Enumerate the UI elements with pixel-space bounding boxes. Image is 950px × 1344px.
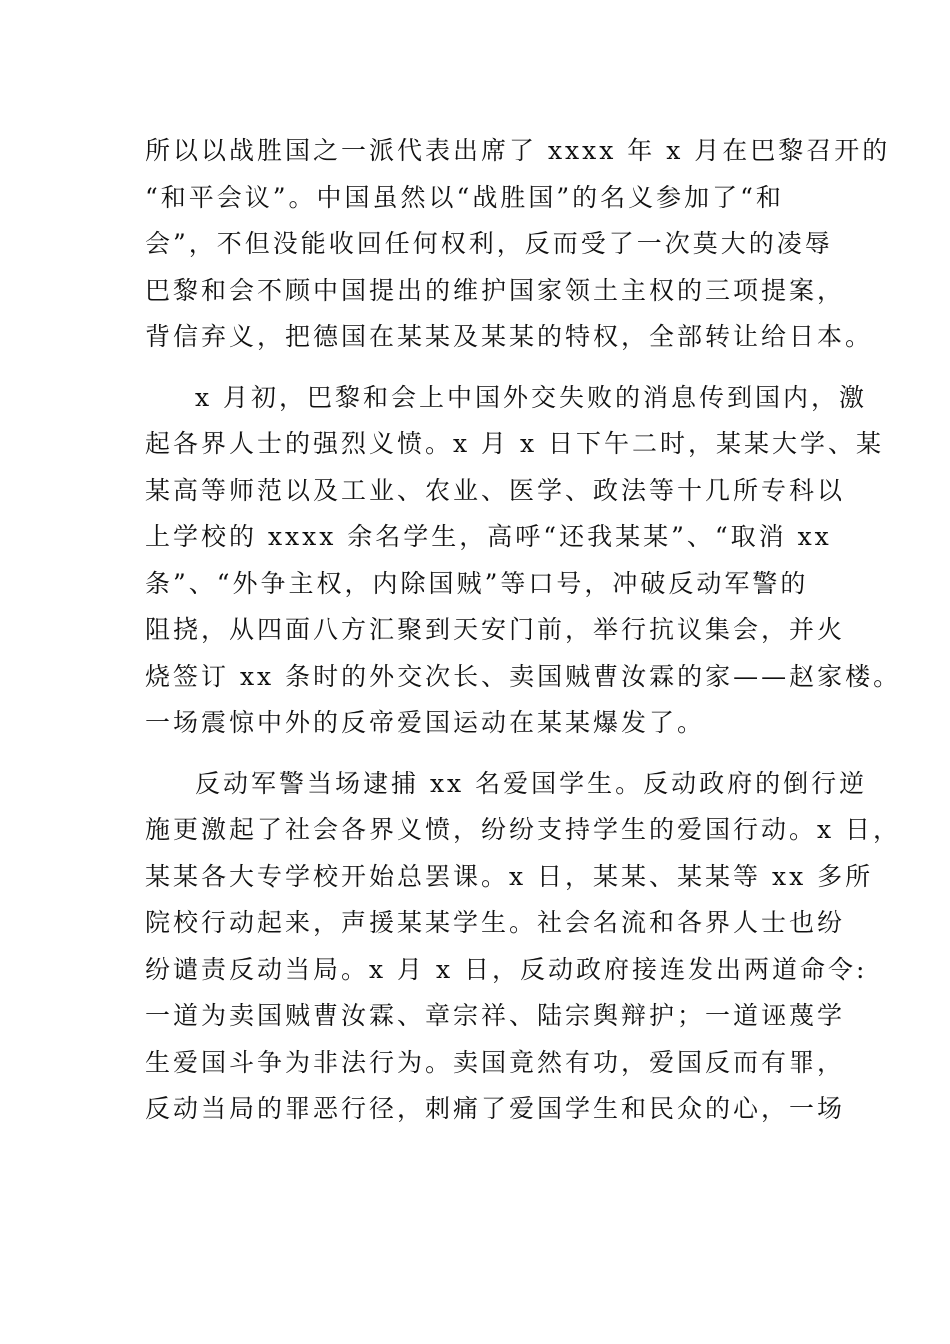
text-line: 某某各大专学校开始总罢课。x 日，某某、某某等 xx 多所 xyxy=(145,861,874,891)
text-line: 反动军警当场逮捕 xx 名爱国学生。反动政府的倒行逆 xyxy=(195,768,868,798)
paragraph-3 xyxy=(145,761,902,1133)
paragraph-2 xyxy=(145,375,902,747)
text-line: 一场震惊中外的反帝爱国运动在某某爆发了。 xyxy=(145,708,706,737)
text-line: 某高等师范以及工业、农业、医学、政法等十几所专科以 xyxy=(145,475,846,505)
text-line: 生爱国斗争为非法行为。卖国竟然有功，爱国反而有罪， xyxy=(145,1047,846,1077)
text-line: 院校行动起来，声援某某学生。社会名流和各界人士也纷 xyxy=(145,908,846,937)
text-line: 巴黎和会不顾中国提出的维护国家领土主权的三项提案， xyxy=(145,275,846,305)
text-line: “和平会议”。中国虽然以“战胜国”的名义参加了“和 xyxy=(145,182,784,212)
text-line: 条”、“外争主权，内除国贼”等口号，冲破反动军警的 xyxy=(145,568,809,598)
paragraph-1 xyxy=(145,128,891,361)
paragraph-spacer xyxy=(145,747,825,761)
text-line: 起各界人士的强烈义愤。x 月 x 日下午二时，某某大学、某 xyxy=(145,429,885,458)
text-line: 所以以战胜国之一派代表出席了 xxxx 年 x 月在巴黎召开的 xyxy=(145,136,891,165)
text-line: 施更激起了社会各界义愤，纷纷支持学生的爱国行动。x 日， xyxy=(145,815,902,844)
text-line: 上学校的 xxxx 余名学生，高呼“还我某某”、“取消 xx xyxy=(145,522,832,551)
text-line: 背信弃义，把德国在某某及某某的特权，全部转让给日本。 xyxy=(145,322,874,351)
text-line: 会”，不但没能收回任何权利，反而受了一次莫大的凌辱 xyxy=(145,229,833,258)
text-line: 阻挠，从四面八方汇聚到天安门前，举行抗议集会，并火 xyxy=(145,615,846,644)
text-line: 一道为卖国贼曹汝霖、章宗祥、陆宗舆辩护；一道诬蔑学 xyxy=(145,1001,846,1030)
text-line: 烧签订 xx 条时的外交次长、卖国贼曹汝霖的家——赵家楼。 xyxy=(145,661,902,691)
paragraph-spacer xyxy=(145,361,825,375)
document-body xyxy=(145,128,902,1133)
text-line: 反动当局的罪恶行径，刺痛了爱国学生和民众的心，一场 xyxy=(145,1094,846,1123)
text-line: 纷谴责反动当局。x 月 x 日，反动政府接连发出两道命令: xyxy=(145,954,868,984)
text-line: x 月初，巴黎和会上中国外交失败的消息传到国内，激 xyxy=(195,382,868,412)
